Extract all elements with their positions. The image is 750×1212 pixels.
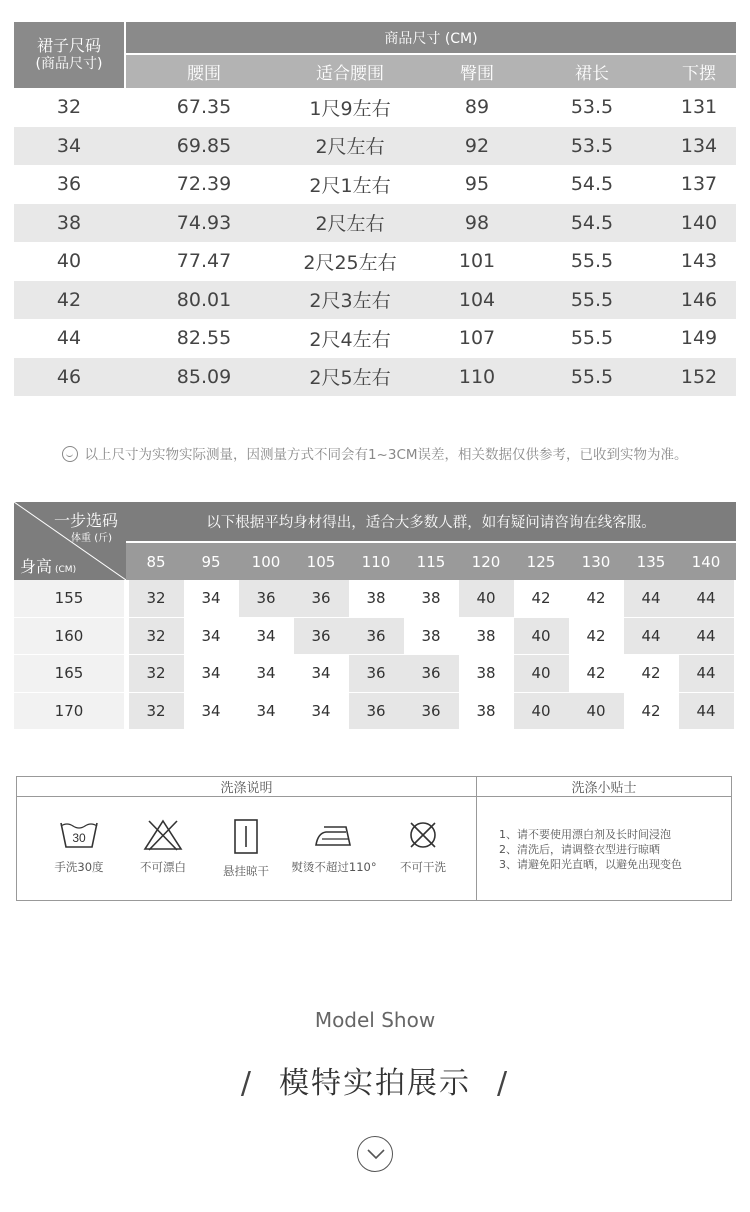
wash-tip: 2、清洗后，请调整衣型进行晾晒 — [499, 843, 660, 856]
recommend-size-cell: 40 — [459, 580, 514, 617]
size-group-title: 商品尺寸 (CM) — [126, 22, 736, 53]
no-bleach-icon — [143, 819, 183, 851]
corner-step-select: 一步选码 — [53, 511, 118, 530]
measurement-note-text: 以上尺寸为实物实际测量，因测量方式不同会有1~3CM误差，相关数据仅供参考，已收到实物为准。 — [84, 447, 688, 463]
size-table — [14, 22, 736, 396]
recommend-size-cell: 44 — [624, 618, 679, 655]
wash-tips-title: 洗涤小贴士 — [571, 781, 637, 796]
col-header-length: 裙长 — [575, 64, 609, 84]
length-cell: 53.5 — [570, 96, 614, 119]
fit-waist-cell: 2尺左右 — [315, 136, 385, 159]
wash-tips-list — [499, 827, 682, 872]
waist-cell: 74.93 — [176, 211, 232, 234]
recommend-size-cell: 42 — [586, 589, 606, 608]
recommend-message: 以下根据平均身材得出，适合大多数人群，如有疑问请咨询在线客服。 — [126, 502, 736, 541]
scroll-down-button[interactable] — [357, 1136, 393, 1172]
corner-height-unit: (CM) — [55, 565, 77, 575]
length-cell: 54.5 — [570, 211, 614, 234]
recommend-size-cell: 36 — [294, 618, 349, 655]
waist-cell: 69.85 — [176, 134, 232, 157]
size-row — [14, 88, 736, 127]
recommend-size-cell: 44 — [679, 580, 734, 617]
size-row — [14, 242, 736, 281]
slash-left: / — [240, 1066, 253, 1101]
recommend-size-cell: 32 — [129, 618, 184, 655]
size-table-body — [14, 88, 736, 396]
weight-header: 130 — [581, 552, 611, 571]
hem-cell: 143 — [680, 250, 718, 273]
hem-cell: 131 — [680, 96, 718, 119]
col-header-waist: 腰围 — [187, 64, 221, 84]
size-column-headers — [126, 55, 736, 88]
recommend-size-cell: 36 — [349, 618, 404, 655]
recommend-size-cell: 40 — [514, 618, 569, 655]
waist-cell: 80.01 — [176, 288, 232, 311]
corner-height-text: 身高 — [20, 557, 53, 576]
recommend-size-cell: 32 — [129, 580, 184, 617]
model-show-zh-heading — [0, 1058, 750, 1102]
recommend-size-cell: 34 — [256, 701, 276, 720]
wash-tip: 1、请不要使用漂白剂及长时间浸泡 — [499, 828, 671, 841]
hem-cell: 140 — [680, 211, 718, 234]
weight-header: 110 — [361, 552, 391, 571]
length-cell: 55.5 — [570, 327, 614, 350]
hang-dry-item — [201, 819, 291, 879]
hem-cell: 146 — [680, 288, 718, 311]
weight-header: 140 — [691, 552, 721, 571]
hip-cell: 92 — [464, 134, 490, 157]
size-corner-subtitle: (商品尺寸) — [35, 56, 103, 73]
size-cell: 36 — [56, 173, 82, 196]
model-show-en: Model Show — [314, 1008, 436, 1032]
hand-wash-30-icon — [59, 819, 99, 851]
no-dry-clean-icon — [403, 819, 443, 851]
weight-header: 85 — [146, 552, 166, 571]
height-cell: 170 — [14, 693, 124, 730]
recommend-size-cell: 36 — [294, 580, 349, 617]
recommend-row — [14, 655, 736, 693]
col-header-fit-waist: 适合腰围 — [316, 64, 384, 84]
hem-cell: 137 — [680, 173, 718, 196]
recommend-size-cell: 34 — [256, 664, 276, 683]
recommend-size-cell: 40 — [514, 693, 569, 730]
hem-cell: 149 — [680, 327, 718, 350]
recommend-size-cell: 34 — [201, 589, 221, 608]
size-row — [14, 319, 736, 358]
care-divider-h — [17, 796, 731, 797]
fit-waist-cell: 2尺25左右 — [303, 251, 397, 274]
corner-height-label — [20, 554, 76, 577]
size-cell: 42 — [56, 288, 82, 311]
hip-cell: 110 — [458, 365, 496, 388]
weight-header: 125 — [526, 552, 556, 571]
size-row — [14, 165, 736, 204]
recommend-size-cell: 44 — [679, 618, 734, 655]
size-cell: 46 — [56, 365, 82, 388]
recommend-size-cell: 42 — [586, 664, 606, 683]
corner-weight-label: 体重 (斤) — [71, 533, 112, 544]
recommend-size-cell: 40 — [514, 655, 569, 692]
fit-waist-cell: 2尺1左右 — [309, 174, 391, 197]
size-recommend-table — [14, 502, 736, 730]
care-divider-v — [476, 777, 477, 900]
waist-cell: 67.35 — [176, 96, 232, 119]
weight-header: 105 — [306, 552, 336, 571]
recommend-size-cell: 36 — [239, 580, 294, 617]
recommend-size-cell: 38 — [476, 626, 496, 645]
recommend-header — [14, 502, 736, 580]
chevron-down-icon — [367, 1149, 385, 1160]
hand-wash-temp: 30 — [72, 831, 86, 845]
weight-header: 115 — [416, 552, 446, 571]
hand-wash-item — [34, 819, 124, 875]
size-cell: 40 — [56, 250, 82, 273]
length-cell: 53.5 — [570, 134, 614, 157]
recommend-size-cell: 32 — [129, 693, 184, 730]
length-cell: 55.5 — [570, 288, 614, 311]
weight-header: 100 — [251, 552, 281, 571]
height-cell: 165 — [14, 655, 124, 692]
recommend-body — [14, 580, 736, 730]
size-cell: 44 — [56, 327, 82, 350]
recommend-row — [14, 693, 736, 731]
model-show-zh: 模特实拍展示 — [279, 1066, 471, 1101]
hip-cell: 104 — [458, 288, 496, 311]
no-bleach-label: 不可漂白 — [140, 860, 186, 874]
recommend-size-cell: 32 — [129, 655, 184, 692]
weight-header: 135 — [636, 552, 666, 571]
recommend-size-cell: 36 — [404, 655, 459, 692]
care-section — [16, 776, 732, 901]
recommend-size-cell: 44 — [624, 580, 679, 617]
recommend-row — [14, 580, 736, 618]
waist-cell: 82.55 — [176, 327, 232, 350]
recommend-size-cell: 36 — [349, 693, 404, 730]
fit-waist-cell: 2尺3左右 — [309, 290, 391, 313]
slash-right: / — [497, 1066, 510, 1101]
size-table-header — [14, 22, 736, 88]
iron-label: 熨烫不超过110° — [291, 860, 377, 874]
recommend-size-cell: 34 — [201, 664, 221, 683]
size-row — [14, 358, 736, 397]
weight-header: 95 — [201, 552, 221, 571]
recommend-size-cell: 38 — [476, 664, 496, 683]
recommend-size-cell: 38 — [421, 589, 441, 608]
no-dry-clean-item — [378, 819, 468, 875]
size-row — [14, 281, 736, 320]
recommend-size-cell: 34 — [311, 664, 331, 683]
hip-cell: 95 — [464, 173, 490, 196]
recommend-row — [14, 618, 736, 656]
hip-cell: 98 — [464, 211, 490, 234]
recommend-size-cell: 42 — [531, 589, 551, 608]
length-cell: 55.5 — [570, 250, 614, 273]
col-header-hip: 臀围 — [460, 64, 494, 84]
hang-dry-icon — [226, 819, 266, 855]
recommend-size-cell: 42 — [586, 626, 606, 645]
col-header-hem: 下摆 — [682, 64, 716, 84]
fit-waist-cell: 2尺5左右 — [309, 367, 391, 390]
no-bleach-item — [118, 819, 208, 875]
recommend-size-cell: 42 — [641, 664, 661, 683]
measurement-note — [0, 443, 750, 463]
recommend-size-cell: 38 — [421, 626, 441, 645]
recommend-size-cell: 38 — [366, 589, 386, 608]
size-table-corner — [14, 22, 124, 88]
recommend-size-cell: 38 — [476, 701, 496, 720]
size-corner-title: 裙子尺码 — [36, 36, 101, 56]
wash-tip: 3、请避免阳光直晒，以避免出现变色 — [499, 858, 682, 871]
weight-headers — [126, 543, 736, 580]
recommend-corner — [14, 502, 126, 580]
length-cell: 55.5 — [570, 365, 614, 388]
hip-cell: 107 — [458, 327, 496, 350]
recommend-size-cell: 40 — [569, 693, 624, 730]
height-cell: 160 — [14, 618, 124, 655]
recommend-size-cell: 42 — [641, 701, 661, 720]
hem-cell: 134 — [680, 134, 718, 157]
size-cell: 38 — [56, 211, 82, 234]
recommend-size-cell: 44 — [679, 655, 734, 692]
iron-item — [289, 819, 379, 875]
size-cell: 34 — [56, 134, 82, 157]
recommend-size-cell: 34 — [201, 701, 221, 720]
smile-icon — [62, 446, 78, 462]
size-cell: 32 — [56, 96, 82, 119]
recommend-size-cell: 34 — [311, 701, 331, 720]
recommend-size-cell: 34 — [201, 626, 221, 645]
fit-waist-cell: 2尺左右 — [315, 213, 385, 236]
length-cell: 54.5 — [570, 173, 614, 196]
hem-cell: 152 — [680, 365, 718, 388]
size-row — [14, 204, 736, 243]
hip-cell: 101 — [458, 250, 496, 273]
hip-cell: 89 — [464, 96, 490, 119]
size-row — [14, 127, 736, 166]
recommend-size-cell: 44 — [679, 693, 734, 730]
recommend-size-cell: 36 — [349, 655, 404, 692]
hang-dry-label: 悬挂晾干 — [223, 864, 269, 878]
iron-icon — [312, 819, 356, 851]
fit-waist-cell: 2尺4左右 — [309, 328, 391, 351]
wash-instructions-title: 洗涤说明 — [220, 781, 273, 796]
waist-cell: 72.39 — [176, 173, 232, 196]
no-dry-clean-label: 不可干洗 — [400, 860, 446, 874]
height-cell: 155 — [14, 580, 124, 617]
weight-header: 120 — [471, 552, 501, 571]
waist-cell: 77.47 — [176, 250, 232, 273]
waist-cell: 85.09 — [176, 365, 232, 388]
recommend-size-cell: 36 — [404, 693, 459, 730]
recommend-size-cell: 34 — [256, 626, 276, 645]
hand-wash-label: 手洗30度 — [54, 860, 104, 874]
fit-waist-cell: 1尺9左右 — [309, 97, 391, 120]
